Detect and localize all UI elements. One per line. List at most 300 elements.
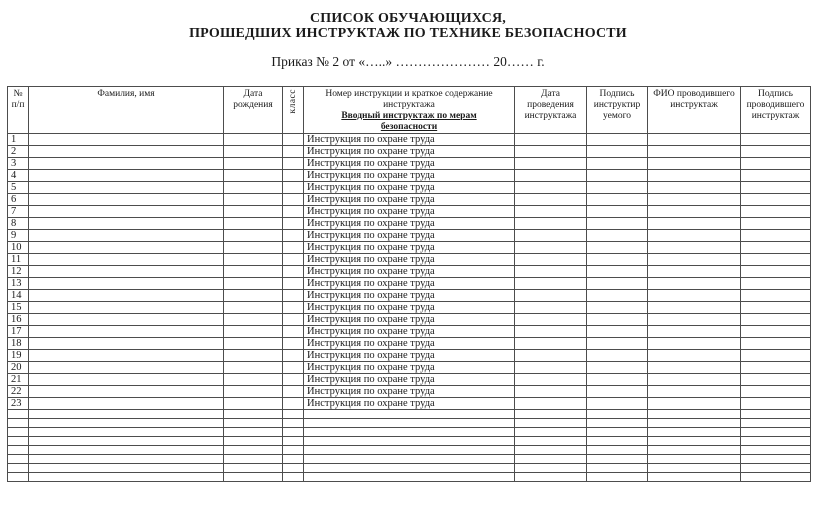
- class-cell: [283, 290, 304, 302]
- trainee-signature-cell: [587, 134, 648, 146]
- briefing-date-cell: [515, 419, 587, 428]
- instructor-signature-cell: [741, 230, 811, 242]
- instruction-cell: Инструкция по охране труда: [304, 326, 515, 338]
- instructor-signature-cell: [741, 386, 811, 398]
- class-cell: [283, 266, 304, 278]
- safety-briefing-table: [7, 86, 811, 482]
- class-cell: [283, 338, 304, 350]
- briefing-date-cell: [515, 386, 587, 398]
- row-number-cell: 19: [8, 350, 29, 362]
- instructor-name-cell: [648, 437, 741, 446]
- trainee-signature-cell: [587, 419, 648, 428]
- instructor-name-cell: [648, 338, 741, 350]
- row-number-cell: 2: [8, 146, 29, 158]
- instruction-cell: [304, 455, 515, 464]
- instruction-cell: Инструкция по охране труда: [304, 350, 515, 362]
- trainee-signature-cell: [587, 206, 648, 218]
- row-number-cell: 20: [8, 362, 29, 374]
- col-header-number: № п/п: [8, 87, 29, 134]
- instruction-cell: Инструкция по охране труда: [304, 194, 515, 206]
- instruction-cell: Инструкция по охране труда: [304, 134, 515, 146]
- briefing-date-cell: [515, 146, 587, 158]
- class-cell: [283, 182, 304, 194]
- briefing-date-cell: [515, 350, 587, 362]
- instructor-signature-cell: [741, 419, 811, 428]
- birthdate-cell: [224, 302, 283, 314]
- document-title: [0, 0, 816, 41]
- instructor-signature-cell: [741, 290, 811, 302]
- table-row: [8, 194, 811, 206]
- briefing-date-cell: [515, 446, 587, 455]
- table-row: [8, 314, 811, 326]
- instruction-cell: [304, 437, 515, 446]
- table-row: [8, 218, 811, 230]
- instructor-signature-cell: [741, 266, 811, 278]
- instruction-header-normal: Номер инструкции и краткое содержание инструктажа: [325, 89, 493, 110]
- instructor-name-cell: [648, 419, 741, 428]
- class-cell: [283, 314, 304, 326]
- briefing-date-cell: [515, 428, 587, 437]
- instruction-cell: Инструкция по охране труда: [304, 362, 515, 374]
- instructor-signature-cell: [741, 278, 811, 290]
- class-cell: [283, 158, 304, 170]
- instructor-name-cell: [648, 326, 741, 338]
- row-number-cell: [8, 473, 29, 482]
- instruction-cell: Инструкция по охране труда: [304, 302, 515, 314]
- col-header-class: [283, 87, 304, 134]
- instructor-name-cell: [648, 446, 741, 455]
- briefing-date-cell: [515, 254, 587, 266]
- instructor-name-cell: [648, 194, 741, 206]
- briefing-date-cell: [515, 158, 587, 170]
- row-number-cell: 3: [8, 158, 29, 170]
- row-number-cell: 4: [8, 170, 29, 182]
- table-row: [8, 302, 811, 314]
- instructor-signature-cell: [741, 410, 811, 419]
- instruction-cell: Инструкция по охране труда: [304, 398, 515, 410]
- class-cell: [283, 146, 304, 158]
- instructor-name-cell: [648, 182, 741, 194]
- trainee-signature-cell: [587, 182, 648, 194]
- order-number-line: Приказ № 2 от «…..» ………………… 20…… г.: [271, 54, 545, 69]
- table-row: [8, 182, 811, 194]
- table-row: [8, 290, 811, 302]
- briefing-date-cell: [515, 194, 587, 206]
- trainee-signature-cell: [587, 230, 648, 242]
- name-cell: [29, 242, 224, 254]
- instructor-signature-cell: [741, 182, 811, 194]
- name-cell: [29, 206, 224, 218]
- col-header-name: Фамилия, имя: [29, 87, 224, 134]
- birthdate-cell: [224, 386, 283, 398]
- row-number-cell: 21: [8, 374, 29, 386]
- instruction-cell: Инструкция по охране труда: [304, 158, 515, 170]
- instructor-signature-cell: [741, 134, 811, 146]
- birthdate-cell: [224, 170, 283, 182]
- trainee-signature-cell: [587, 242, 648, 254]
- name-cell: [29, 455, 224, 464]
- table-row: [8, 338, 811, 350]
- row-number-cell: [8, 428, 29, 437]
- table-row: [8, 146, 811, 158]
- name-cell: [29, 446, 224, 455]
- birthdate-cell: [224, 230, 283, 242]
- row-number-cell: 5: [8, 182, 29, 194]
- instructor-signature-cell: [741, 302, 811, 314]
- instruction-cell: Инструкция по охране труда: [304, 170, 515, 182]
- instructor-name-cell: [648, 464, 741, 473]
- empty-table-row: [8, 410, 811, 419]
- table-row: [8, 398, 811, 410]
- trainee-signature-cell: [587, 146, 648, 158]
- briefing-date-cell: [515, 326, 587, 338]
- instructor-name-cell: [648, 362, 741, 374]
- instructor-signature-cell: [741, 206, 811, 218]
- row-number-cell: [8, 446, 29, 455]
- instructor-name-cell: [648, 428, 741, 437]
- name-cell: [29, 326, 224, 338]
- table-row: [8, 266, 811, 278]
- birthdate-cell: [224, 350, 283, 362]
- title-line-2: ПРОШЕДШИХ ИНСТРУКТАЖ ПО ТЕХНИКЕ БЕЗОПАСНОСТИ: [189, 26, 627, 41]
- instruction-cell: [304, 446, 515, 455]
- name-cell: [29, 464, 224, 473]
- class-cell: [283, 242, 304, 254]
- trainee-signature-cell: [587, 170, 648, 182]
- instructor-signature-cell: [741, 428, 811, 437]
- empty-table-row: [8, 464, 811, 473]
- instructor-name-cell: [648, 158, 741, 170]
- class-cell: [283, 230, 304, 242]
- birthdate-cell: [224, 206, 283, 218]
- instruction-cell: Инструкция по охране труда: [304, 230, 515, 242]
- trainee-signature-cell: [587, 302, 648, 314]
- briefing-date-cell: [515, 374, 587, 386]
- trainee-signature-cell: [587, 455, 648, 464]
- briefing-date-cell: [515, 314, 587, 326]
- birthdate-cell: [224, 134, 283, 146]
- trainee-signature-cell: [587, 278, 648, 290]
- class-cell: [283, 362, 304, 374]
- birthdate-cell: [224, 182, 283, 194]
- instructor-signature-cell: [741, 254, 811, 266]
- trainee-signature-cell: [587, 374, 648, 386]
- row-number-cell: [8, 410, 29, 419]
- trainee-signature-cell: [587, 158, 648, 170]
- name-cell: [29, 419, 224, 428]
- table-header-row: [8, 87, 811, 134]
- trainee-signature-cell: [587, 437, 648, 446]
- instructor-name-cell: [648, 302, 741, 314]
- instructor-name-cell: [648, 278, 741, 290]
- class-cell: [283, 194, 304, 206]
- name-cell: [29, 362, 224, 374]
- instructor-signature-cell: [741, 146, 811, 158]
- class-cell: [283, 350, 304, 362]
- instruction-cell: Инструкция по охране труда: [304, 290, 515, 302]
- instructor-signature-cell: [741, 455, 811, 464]
- instructor-signature-cell: [741, 446, 811, 455]
- briefing-date-cell: [515, 455, 587, 464]
- instruction-cell: Инструкция по охране труда: [304, 254, 515, 266]
- instructor-signature-cell: [741, 338, 811, 350]
- row-number-cell: 18: [8, 338, 29, 350]
- name-cell: [29, 230, 224, 242]
- instructor-signature-cell: [741, 218, 811, 230]
- briefing-date-cell: [515, 218, 587, 230]
- class-cell: [283, 278, 304, 290]
- table-row: [8, 242, 811, 254]
- birthdate-cell: [224, 326, 283, 338]
- instruction-cell: Инструкция по охране труда: [304, 146, 515, 158]
- empty-table-row: [8, 428, 811, 437]
- row-number-cell: 22: [8, 386, 29, 398]
- briefing-date-cell: [515, 302, 587, 314]
- row-number-cell: 13: [8, 278, 29, 290]
- col-header-birthdate: Дата рождения: [224, 87, 283, 134]
- trainee-signature-cell: [587, 398, 648, 410]
- instruction-cell: [304, 473, 515, 482]
- class-cell: [283, 326, 304, 338]
- name-cell: [29, 437, 224, 446]
- empty-table-row: [8, 473, 811, 482]
- row-number-cell: 10: [8, 242, 29, 254]
- class-cell: [283, 446, 304, 455]
- empty-table-row: [8, 446, 811, 455]
- name-cell: [29, 410, 224, 419]
- trainee-signature-cell: [587, 254, 648, 266]
- birthdate-cell: [224, 278, 283, 290]
- name-cell: [29, 428, 224, 437]
- birthdate-cell: [224, 146, 283, 158]
- instructor-name-cell: [648, 374, 741, 386]
- table-row: [8, 134, 811, 146]
- table-row: [8, 158, 811, 170]
- briefing-date-cell: [515, 410, 587, 419]
- instruction-cell: Инструкция по охране труда: [304, 266, 515, 278]
- name-cell: [29, 290, 224, 302]
- row-number-cell: 14: [8, 290, 29, 302]
- trainee-signature-cell: [587, 194, 648, 206]
- instruction-cell: Инструкция по охране труда: [304, 206, 515, 218]
- class-cell: [283, 254, 304, 266]
- instructor-signature-cell: [741, 374, 811, 386]
- birthdate-cell: [224, 464, 283, 473]
- birthdate-cell: [224, 290, 283, 302]
- instructor-name-cell: [648, 410, 741, 419]
- briefing-date-cell: [515, 170, 587, 182]
- instructor-signature-cell: [741, 362, 811, 374]
- table-row: [8, 206, 811, 218]
- name-cell: [29, 350, 224, 362]
- instructor-name-cell: [648, 254, 741, 266]
- name-cell: [29, 182, 224, 194]
- birthdate-cell: [224, 446, 283, 455]
- instructor-name-cell: [648, 455, 741, 464]
- col-header-instruction: [304, 87, 515, 134]
- row-number-cell: 6: [8, 194, 29, 206]
- instruction-cell: Инструкция по охране труда: [304, 182, 515, 194]
- class-cell: [283, 428, 304, 437]
- instructor-signature-cell: [741, 194, 811, 206]
- name-cell: [29, 386, 224, 398]
- instructor-name-cell: [648, 230, 741, 242]
- table-row: [8, 386, 811, 398]
- birthdate-cell: [224, 362, 283, 374]
- instruction-cell: [304, 419, 515, 428]
- birthdate-cell: [224, 314, 283, 326]
- table-row: [8, 230, 811, 242]
- birthdate-cell: [224, 338, 283, 350]
- instructor-name-cell: [648, 350, 741, 362]
- row-number-cell: 8: [8, 218, 29, 230]
- birthdate-cell: [224, 419, 283, 428]
- row-number-cell: [8, 437, 29, 446]
- trainee-signature-cell: [587, 464, 648, 473]
- briefing-date-cell: [515, 266, 587, 278]
- table-row: [8, 326, 811, 338]
- instructor-signature-cell: [741, 170, 811, 182]
- row-number-cell: 1: [8, 134, 29, 146]
- birthdate-cell: [224, 242, 283, 254]
- briefing-date-cell: [515, 398, 587, 410]
- instructor-signature-cell: [741, 326, 811, 338]
- row-number-cell: [8, 419, 29, 428]
- table-row: [8, 278, 811, 290]
- birthdate-cell: [224, 437, 283, 446]
- trainee-signature-cell: [587, 326, 648, 338]
- trainee-signature-cell: [587, 362, 648, 374]
- name-cell: [29, 218, 224, 230]
- name-cell: [29, 278, 224, 290]
- class-cell: [283, 473, 304, 482]
- name-cell: [29, 134, 224, 146]
- instruction-header-bold: Вводный инструктаж по мерам безопасности: [341, 111, 477, 132]
- birthdate-cell: [224, 374, 283, 386]
- instructor-name-cell: [648, 206, 741, 218]
- trainee-signature-cell: [587, 428, 648, 437]
- trainee-signature-cell: [587, 446, 648, 455]
- col-header-instructor-name: ФИО проводившего инструктаж: [648, 87, 741, 134]
- instructor-name-cell: [648, 134, 741, 146]
- name-cell: [29, 398, 224, 410]
- birthdate-cell: [224, 410, 283, 419]
- instructor-name-cell: [648, 473, 741, 482]
- class-cell: [283, 206, 304, 218]
- name-cell: [29, 146, 224, 158]
- briefing-date-cell: [515, 290, 587, 302]
- class-vertical-label: класс: [287, 89, 298, 114]
- class-cell: [283, 134, 304, 146]
- empty-table-row: [8, 419, 811, 428]
- table-body: [8, 134, 811, 482]
- instruction-cell: Инструкция по охране труда: [304, 278, 515, 290]
- class-cell: [283, 398, 304, 410]
- trainee-signature-cell: [587, 338, 648, 350]
- instructor-name-cell: [648, 146, 741, 158]
- class-cell: [283, 419, 304, 428]
- trainee-signature-cell: [587, 266, 648, 278]
- instructor-signature-cell: [741, 464, 811, 473]
- briefing-date-cell: [515, 182, 587, 194]
- table-row: [8, 170, 811, 182]
- row-number-cell: 15: [8, 302, 29, 314]
- birthdate-cell: [224, 218, 283, 230]
- trainee-signature-cell: [587, 314, 648, 326]
- instructor-name-cell: [648, 386, 741, 398]
- briefing-date-cell: [515, 464, 587, 473]
- instruction-cell: Инструкция по охране труда: [304, 338, 515, 350]
- row-number-cell: 9: [8, 230, 29, 242]
- instructor-name-cell: [648, 266, 741, 278]
- name-cell: [29, 314, 224, 326]
- row-number-cell: [8, 455, 29, 464]
- name-cell: [29, 473, 224, 482]
- table-row: [8, 254, 811, 266]
- table-row: [8, 374, 811, 386]
- instructor-signature-cell: [741, 314, 811, 326]
- row-number-cell: 23: [8, 398, 29, 410]
- trainee-signature-cell: [587, 410, 648, 419]
- instructor-signature-cell: [741, 242, 811, 254]
- row-number-cell: 17: [8, 326, 29, 338]
- name-cell: [29, 266, 224, 278]
- briefing-date-cell: [515, 473, 587, 482]
- class-cell: [283, 386, 304, 398]
- class-cell: [283, 218, 304, 230]
- name-cell: [29, 254, 224, 266]
- birthdate-cell: [224, 158, 283, 170]
- instruction-cell: [304, 428, 515, 437]
- row-number-cell: 16: [8, 314, 29, 326]
- class-cell: [283, 374, 304, 386]
- class-cell: [283, 302, 304, 314]
- class-cell: [283, 464, 304, 473]
- instructor-name-cell: [648, 242, 741, 254]
- briefing-date-cell: [515, 362, 587, 374]
- class-cell: [283, 455, 304, 464]
- col-header-briefing-date: Дата проведения инструктажа: [515, 87, 587, 134]
- birthdate-cell: [224, 194, 283, 206]
- briefing-date-cell: [515, 134, 587, 146]
- instructor-signature-cell: [741, 473, 811, 482]
- table-row: [8, 350, 811, 362]
- briefing-date-cell: [515, 338, 587, 350]
- birthdate-cell: [224, 455, 283, 464]
- instruction-cell: Инструкция по охране труда: [304, 374, 515, 386]
- col-header-instructor-signature: Подпись проводившего инструктаж: [741, 87, 811, 134]
- class-cell: [283, 437, 304, 446]
- name-cell: [29, 374, 224, 386]
- row-number-cell: 11: [8, 254, 29, 266]
- birthdate-cell: [224, 398, 283, 410]
- name-cell: [29, 194, 224, 206]
- birthdate-cell: [224, 266, 283, 278]
- class-cell: [283, 410, 304, 419]
- instructor-name-cell: [648, 398, 741, 410]
- empty-table-row: [8, 437, 811, 446]
- instruction-cell: Инструкция по охране труда: [304, 314, 515, 326]
- empty-table-row: [8, 455, 811, 464]
- trainee-signature-cell: [587, 386, 648, 398]
- trainee-signature-cell: [587, 218, 648, 230]
- birthdate-cell: [224, 473, 283, 482]
- name-cell: [29, 158, 224, 170]
- row-number-cell: 12: [8, 266, 29, 278]
- instruction-cell: [304, 464, 515, 473]
- briefing-date-cell: [515, 206, 587, 218]
- trainee-signature-cell: [587, 350, 648, 362]
